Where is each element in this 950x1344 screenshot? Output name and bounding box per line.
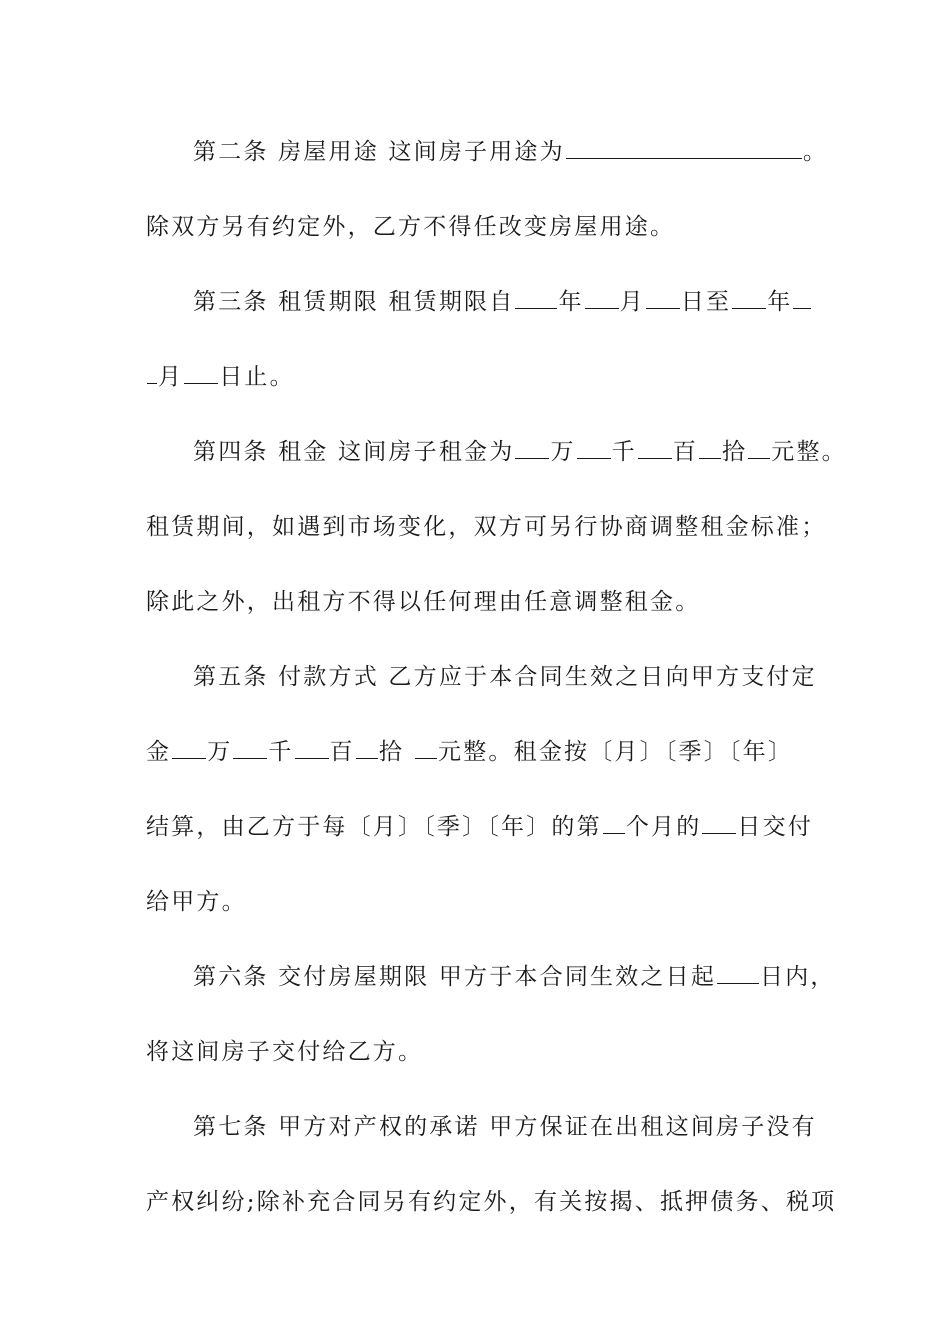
article-2-continuation: 除双方另有约定外，乙方不得任改变房屋用途。 xyxy=(146,214,676,240)
article-4-text: 第四条 租金 这间房子租金为 xyxy=(193,439,515,465)
article-7-line-1 xyxy=(193,1112,817,1142)
article-5-line-2 xyxy=(146,737,793,767)
article-6-continuation: 将这间房子交付给乙方。 xyxy=(146,1039,424,1065)
article-4-line-1 xyxy=(193,437,847,467)
shi-label: 拾 xyxy=(722,439,748,465)
article-5-text: 第五条 付款方式 乙方应于本合同生效之日向甲方支付定 xyxy=(193,664,817,690)
settlement-continuation: 结算，由乙方于每〔月〕〔季〕〔年〕的第 xyxy=(146,814,602,840)
delivery-days-blank xyxy=(717,963,759,984)
article-2-line-1 xyxy=(193,137,828,167)
rent-qian-blank xyxy=(577,438,611,459)
days-within-label: 日内， xyxy=(760,964,836,990)
article-5-line-4 xyxy=(146,887,247,917)
year-label: 年 xyxy=(558,289,584,315)
start-year-blank xyxy=(515,288,557,309)
article-4-continuation: 租赁期间，如遇到市场变化，双方可另行协商调整租金标准； xyxy=(146,514,827,540)
deposit-qian-blank xyxy=(233,738,267,759)
rent-wan-blank xyxy=(515,438,549,459)
article-4-continuation-2: 除此之外，出租方不得以任何理由任意调整租金。 xyxy=(146,589,701,615)
article-3-line-1 xyxy=(193,287,812,317)
article-6-line-2 xyxy=(146,1037,423,1067)
article-5-line-1 xyxy=(193,662,817,692)
pay-label: 日交付 xyxy=(737,814,814,840)
end-day-blank xyxy=(184,363,218,384)
article-7-text: 第七条 甲方对产权的承诺 甲方保证在出租这间房子没有 xyxy=(193,1114,817,1140)
wan-label: 万 xyxy=(550,439,576,465)
rent-yuan-blank xyxy=(748,438,770,459)
article-5-line-3 xyxy=(146,812,813,842)
article-2-line-2 xyxy=(146,212,675,242)
period-mark: 。 xyxy=(802,139,829,165)
pay-day-blank xyxy=(702,813,736,834)
article-4-line-3 xyxy=(146,587,700,617)
rent-bai-blank xyxy=(638,438,672,459)
article-6-text: 第六条 交付房屋期限 甲方于本合同生效之日起 xyxy=(193,964,717,990)
settlement-text: 元整。租金按〔月〕〔季〕〔年〕 xyxy=(438,739,794,765)
end-month-blank-part-2 xyxy=(147,363,157,384)
start-day-blank xyxy=(646,288,680,309)
deposit-yuan-blank xyxy=(415,738,437,759)
article-7-continuation: 产权纠纷;除补充合同另有约定外，有关按揭、抵押债务、税项 xyxy=(146,1189,837,1215)
deposit-bai-blank xyxy=(295,738,329,759)
qian-label: 千 xyxy=(611,439,637,465)
day-to-label: 日至 xyxy=(680,289,732,315)
day-end-label: 日止。 xyxy=(219,364,295,390)
article-6-line-1 xyxy=(193,962,836,992)
end-month-blank-part-1 xyxy=(793,288,811,309)
start-month-blank xyxy=(585,288,619,309)
deposit-wan-blank xyxy=(172,738,206,759)
deposit-label: 金 xyxy=(146,739,172,765)
year-label: 年 xyxy=(767,289,793,315)
qian-label: 千 xyxy=(268,739,294,765)
month-number-blank xyxy=(603,813,625,834)
month-label: 月 xyxy=(619,289,645,315)
month-of-label: 个月的 xyxy=(625,814,702,840)
purpose-blank xyxy=(566,138,802,159)
article-2-text: 第二条 房屋用途 这间房子用途为 xyxy=(193,139,565,165)
rent-shi-blank xyxy=(699,438,721,459)
wan-label: 万 xyxy=(207,739,233,765)
bai-label: 百 xyxy=(329,739,355,765)
article-7-line-2 xyxy=(146,1187,836,1217)
bai-label: 百 xyxy=(672,439,699,465)
deposit-shi-blank xyxy=(356,738,378,759)
month-label: 月 xyxy=(158,364,184,390)
article-5-continuation: 给甲方。 xyxy=(146,889,247,915)
article-3-line-2 xyxy=(146,362,295,392)
article-4-line-2 xyxy=(146,512,826,542)
end-year-blank xyxy=(732,288,766,309)
yuan-label: 元整。 xyxy=(771,439,847,465)
article-3-text: 第三条 租赁期限 租赁期限自 xyxy=(193,289,515,315)
shi-label: 拾 xyxy=(378,739,405,765)
